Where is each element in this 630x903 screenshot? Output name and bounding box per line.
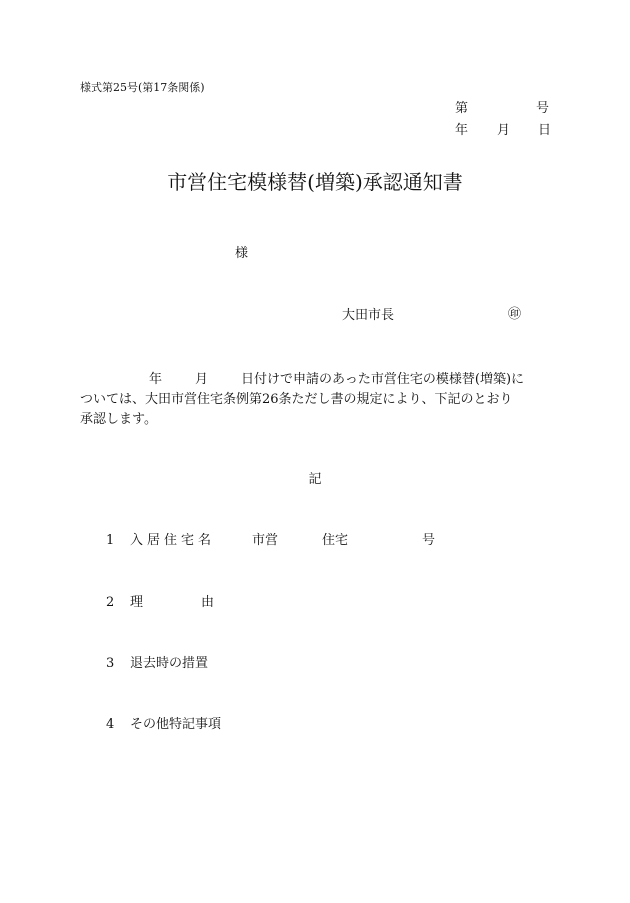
item-residence-go: 号 — [422, 533, 436, 548]
document-number-prefix: 第 — [455, 101, 469, 116]
item-number: 3 — [106, 656, 115, 671]
body-line-1-text: 日付けで申請のあった市営住宅の模様替(増築)に — [241, 372, 525, 387]
body-paragraph — [80, 370, 550, 430]
item-number: 4 — [106, 717, 115, 732]
item-label-move-out-measures: 退去時の措置 — [130, 656, 209, 671]
item-residence-jutaku: 住宅 — [322, 533, 349, 548]
item-label-residence-name: 入居住宅名 — [130, 533, 216, 548]
seal-mark: ㊞ — [508, 307, 522, 322]
form-number: 様式第25号(第17条関係) — [80, 81, 205, 94]
item-label-reason: 理 — [130, 595, 144, 610]
item-label-reason-b: 由 — [201, 595, 215, 610]
body-line-1 — [80, 370, 550, 390]
item-residence-shiei: 市営 — [252, 533, 279, 548]
addressee-honorific: 様 — [235, 246, 249, 261]
issuer-name: 大田市長 — [342, 308, 395, 323]
document-number-suffix: 号 — [536, 101, 550, 116]
document-title: 市営住宅模様替(増築)承認通知書 — [167, 170, 463, 194]
body-line-3: 承認します。 — [80, 412, 157, 427]
body-year-label: 年 — [149, 372, 163, 387]
ki-heading: 記 — [308, 472, 322, 487]
body-line-2: ついては、大田市営住宅条例第26条ただし書の規定により、下記のとおり — [80, 392, 513, 407]
date-day-label: 日 — [538, 123, 552, 138]
date-year-label: 年 — [455, 123, 469, 138]
body-month-label: 月 — [195, 372, 209, 387]
item-number: 2 — [106, 595, 115, 610]
item-label-other-notes: その他特記事項 — [130, 717, 222, 732]
item-number: 1 — [106, 533, 115, 548]
date-month-label: 月 — [497, 123, 511, 138]
